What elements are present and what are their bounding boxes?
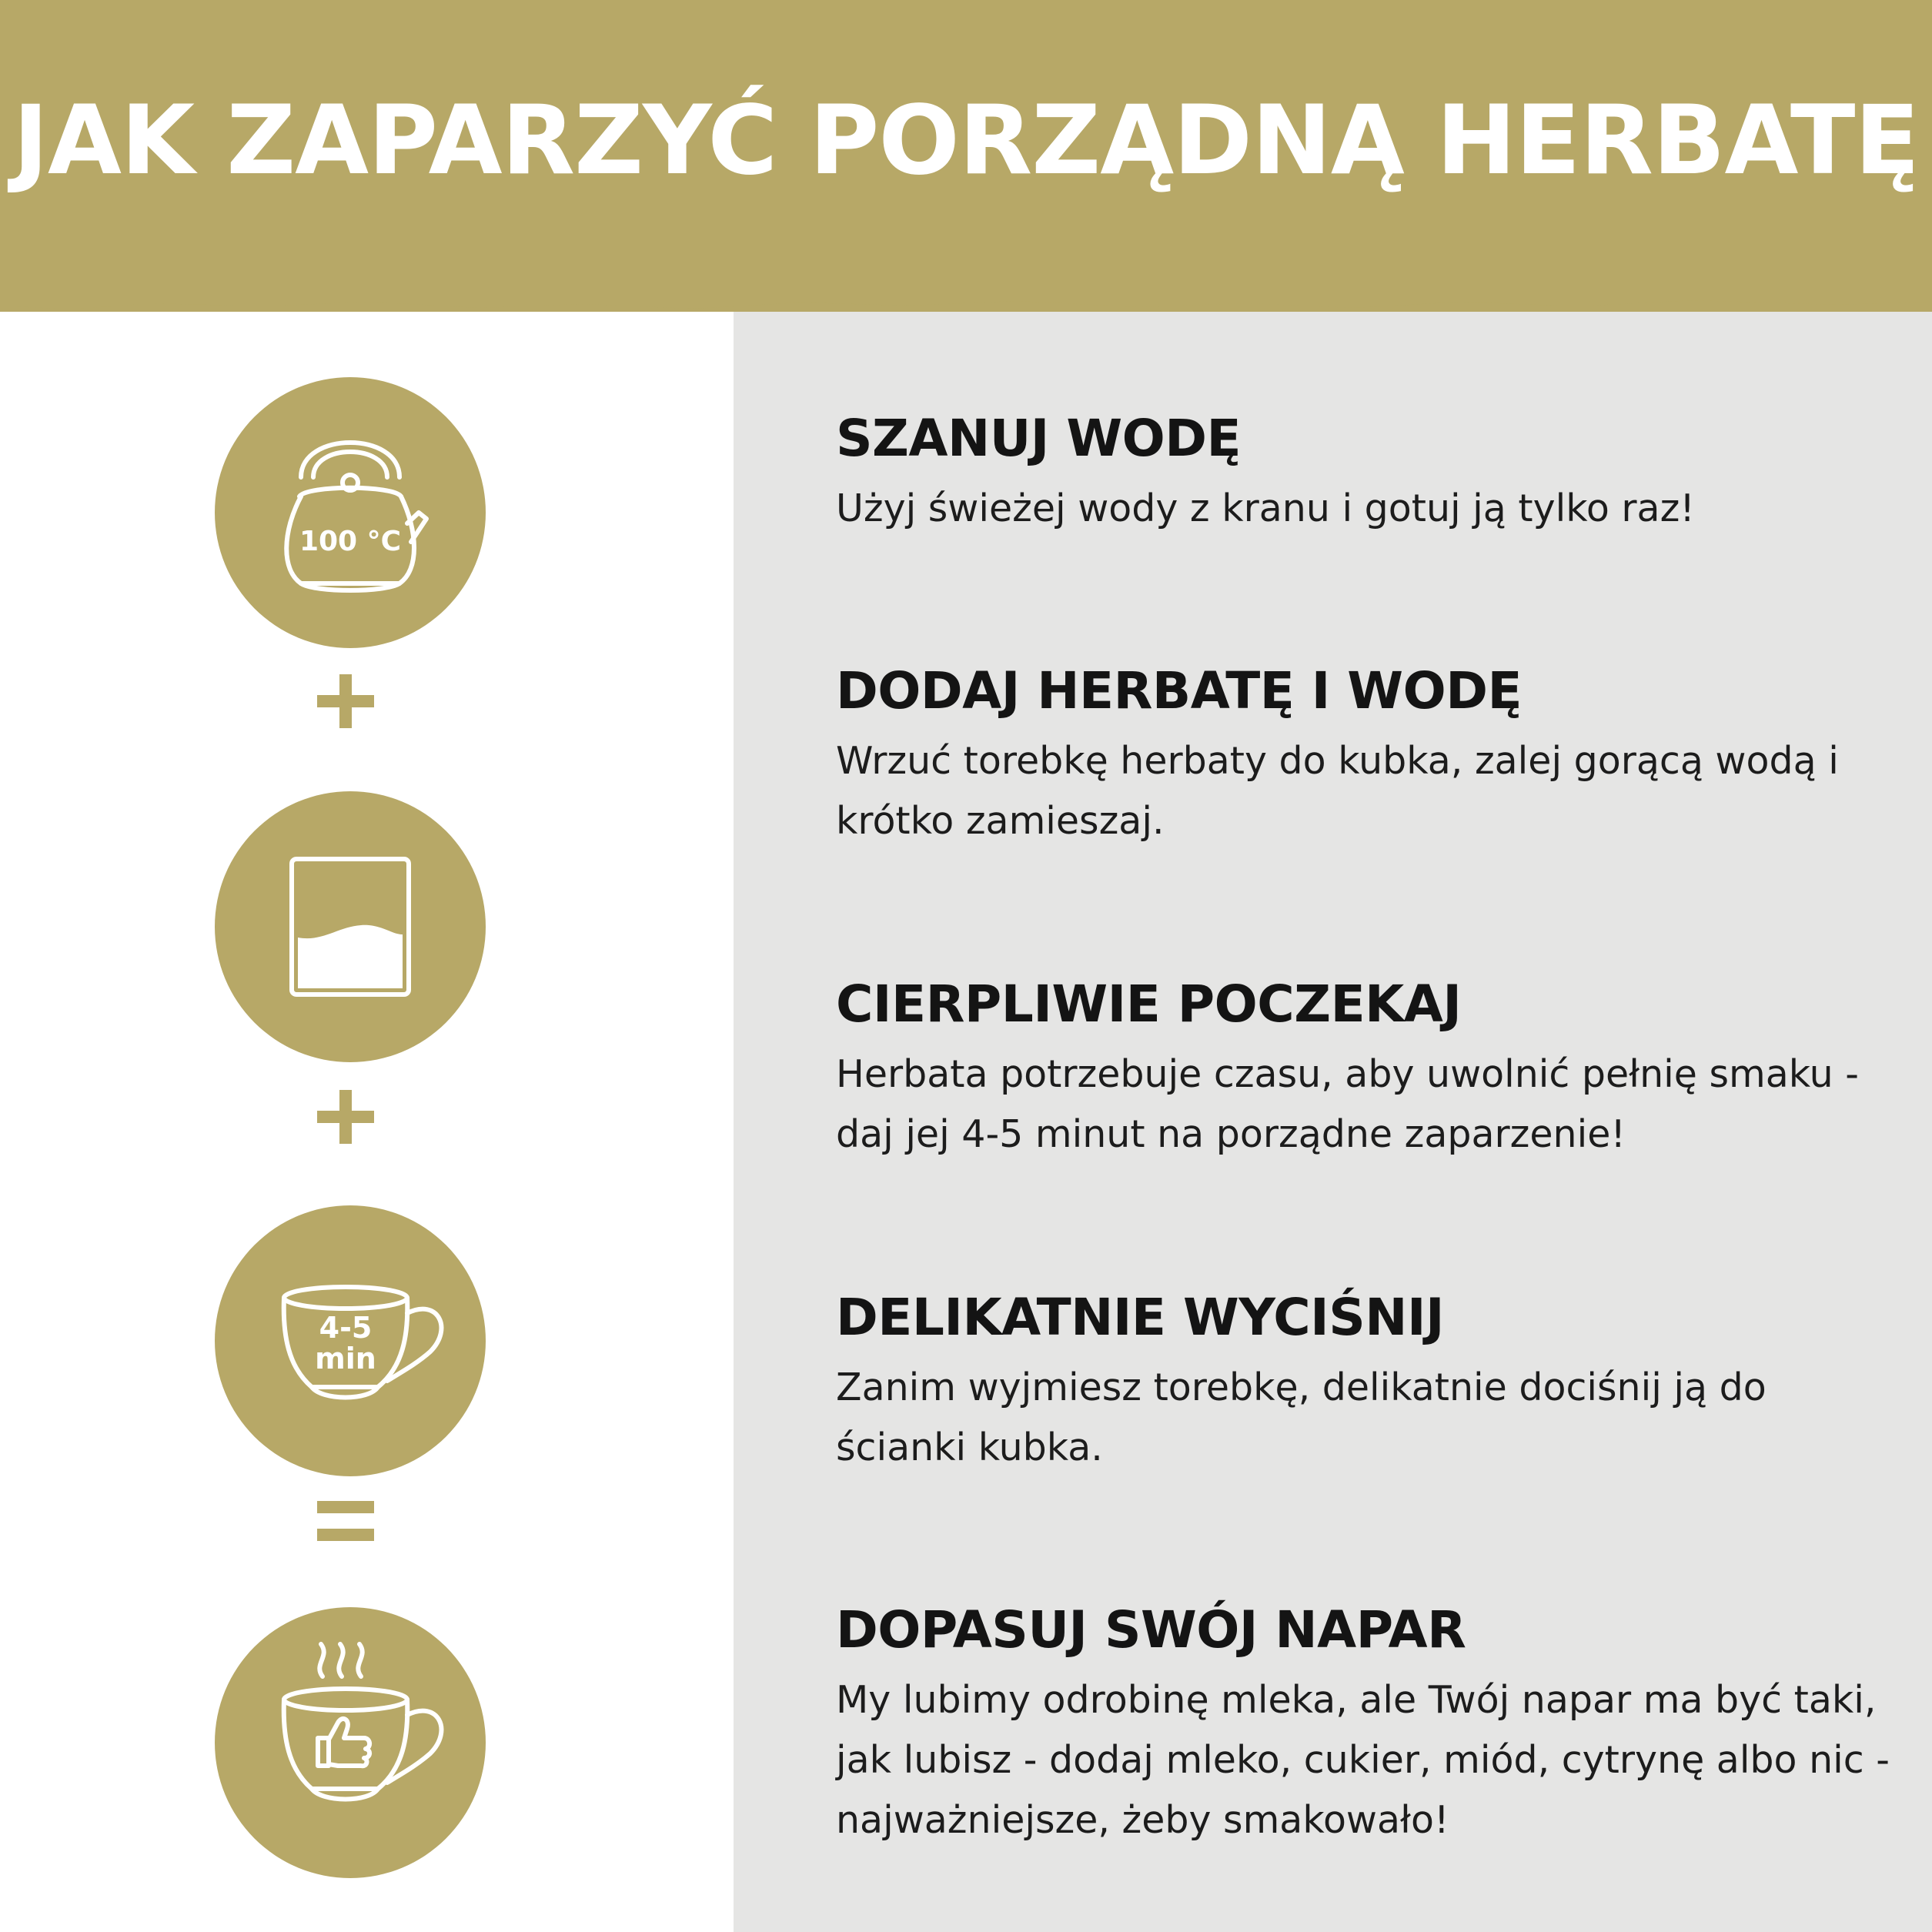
plus-operator-2	[317, 1090, 383, 1144]
step-3-title: CIERPLIWIE POCZEKAJ	[836, 974, 1462, 1034]
step-2-title: DODAJ HERBATĘ I WODĘ	[836, 661, 1523, 720]
kettle-temp-label: 100 °C	[299, 526, 402, 557]
cup-step-circle	[215, 1205, 486, 1476]
teabag-water-icon	[215, 791, 486, 1062]
teabag-step-circle	[215, 791, 486, 1062]
step-5-text: My lubimy odrobinę mleka, ale Twój napar ma być taki, jak lubisz - dodaj mleko, cukier, miód, cytrynę albo nic - najważniejsze, żeby smakowało!	[836, 1678, 1890, 1842]
step-5-title: DOPASUJ SWÓJ NAPAR	[836, 1600, 1466, 1660]
kettle-icon	[215, 377, 486, 648]
cup-icon	[215, 1205, 486, 1476]
step-4-text: Zanim wyjmiesz torebkę, delikatnie dociśnij ją do ścianki kubka.	[836, 1365, 1767, 1469]
step-1-text: Użyj świeżej wody z kranu i gotuj ją tylko raz!	[836, 486, 1695, 530]
cup-time-unit: min	[315, 1342, 376, 1375]
step-3-text: Herbata potrzebuje czasu, aby uwolnić pełnię smaku - daj jej 4-5 minut na porządne zaparzenie!	[836, 1052, 1859, 1156]
step-4	[836, 1287, 1898, 1478]
step-3	[836, 974, 1898, 1165]
step-1-title: SZANUJ WODĘ	[836, 409, 1242, 468]
step-5	[836, 1599, 1898, 1850]
kettle-step-circle	[215, 377, 486, 648]
page-title: JAK ZAPARZYĆ PORZĄDNĄ HERBATĘ	[12, 85, 1920, 196]
step-2-text: Wrzuć torebkę herbaty do kubka, zalej gorącą wodą i krótko zamieszaj.	[836, 739, 1839, 843]
plus-operator-1	[317, 674, 383, 728]
step-2	[836, 660, 1898, 851]
cup-time-value: 4-5	[319, 1311, 373, 1345]
header-brush-edge	[0, 285, 1932, 331]
result-step-circle	[215, 1607, 486, 1878]
step-1	[836, 408, 1898, 539]
step-4-title: DELIKATNIE WYCIŚNIJ	[836, 1288, 1445, 1347]
steaming-cup-thumbs-up-icon	[215, 1607, 486, 1878]
equals-operator	[317, 1501, 383, 1547]
